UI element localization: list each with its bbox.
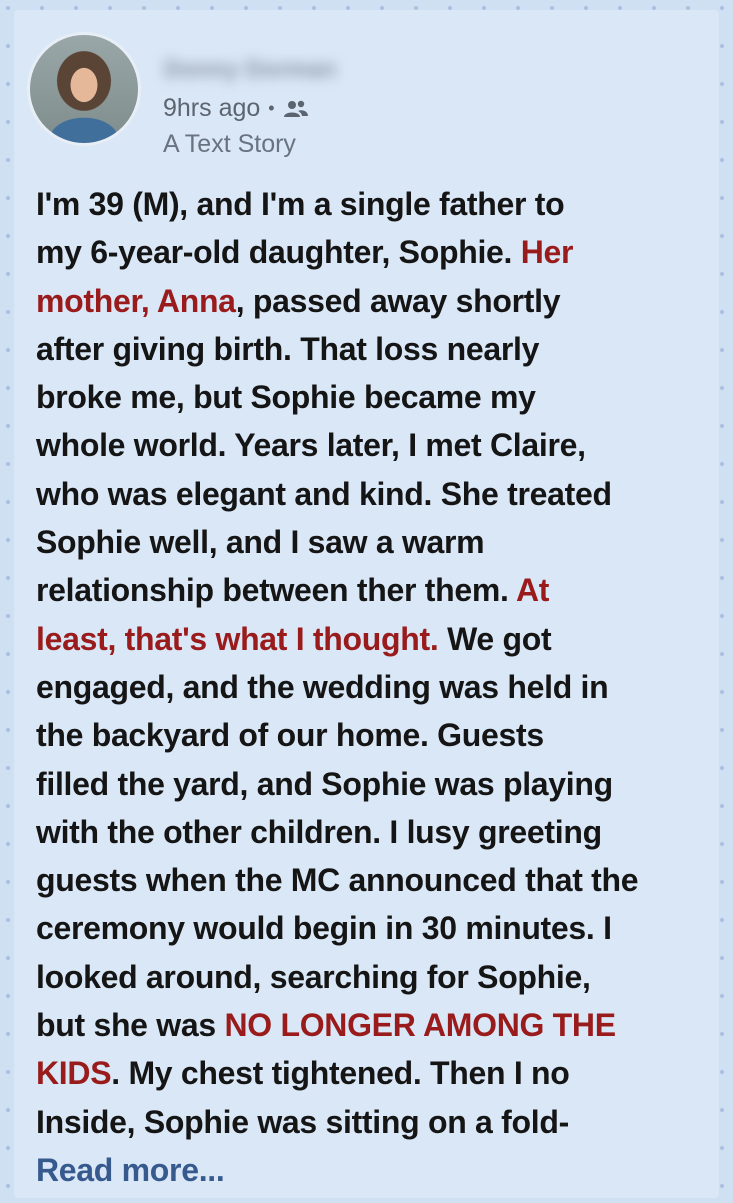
highlight-text: least, that's what I thought.	[36, 620, 439, 657]
story-line: KIDS. My chest tightened. Then I no	[36, 1055, 570, 1092]
post-time[interactable]: 9hrs ago	[163, 94, 261, 122]
highlight-text: mother, Anna	[36, 282, 236, 319]
story-line: I'm 39 (M), and I'm a single father to	[36, 186, 565, 222]
author-name[interactable]: Donny Dorman	[164, 56, 337, 83]
story-line: relationship between ther them. At	[36, 572, 550, 609]
story-line: with the other children. I lusy greeting	[36, 813, 602, 850]
post-meta	[163, 94, 309, 123]
story-line: ceremony would begin in 30 minutes. I	[36, 910, 612, 947]
story-line: my 6-year-old daughter, Sophie. Her	[36, 234, 574, 271]
highlight-text: NO LONGER AMONG THE	[224, 1007, 616, 1044]
story-line: broke me, but Sophie became my	[36, 379, 536, 416]
story-line: engaged, and the wedding was held in	[36, 668, 609, 705]
meta-separator: •	[268, 98, 275, 118]
avatar[interactable]	[30, 35, 138, 143]
highlight-text: At	[515, 572, 550, 609]
highlight-text: Her	[520, 234, 574, 271]
story-line: least, that's what I thought. We got	[36, 620, 552, 657]
story-line: Sophie well, and I saw a warm	[36, 524, 485, 561]
story-line: whole world. Years later, I met Claire,	[36, 427, 586, 464]
story-line: who was elegant and kind. She treated	[36, 475, 612, 512]
story-line: mother, Anna, passed away shortly	[36, 282, 561, 319]
story-line: but she was NO LONGER AMONG THE	[36, 1007, 616, 1044]
post-card	[14, 10, 719, 1198]
story-line: looked around, searching for Sophie,	[36, 958, 591, 995]
post-subtitle: A Text Story	[163, 130, 296, 158]
story-line: Inside, Sophie was sitting on a fold-	[36, 1103, 569, 1140]
story-line: after giving birth. That loss nearly	[36, 330, 540, 367]
highlight-text: KIDS	[36, 1055, 112, 1092]
story-line: the backyard of our home. Guests	[36, 717, 544, 754]
story-text	[36, 180, 716, 1194]
story-line: filled the yard, and Sophie was playing	[36, 765, 613, 802]
story-line: guests when the MC announced that the	[36, 862, 639, 899]
read-more-link[interactable]: Read more...	[36, 1151, 225, 1188]
friends-icon	[283, 99, 309, 119]
